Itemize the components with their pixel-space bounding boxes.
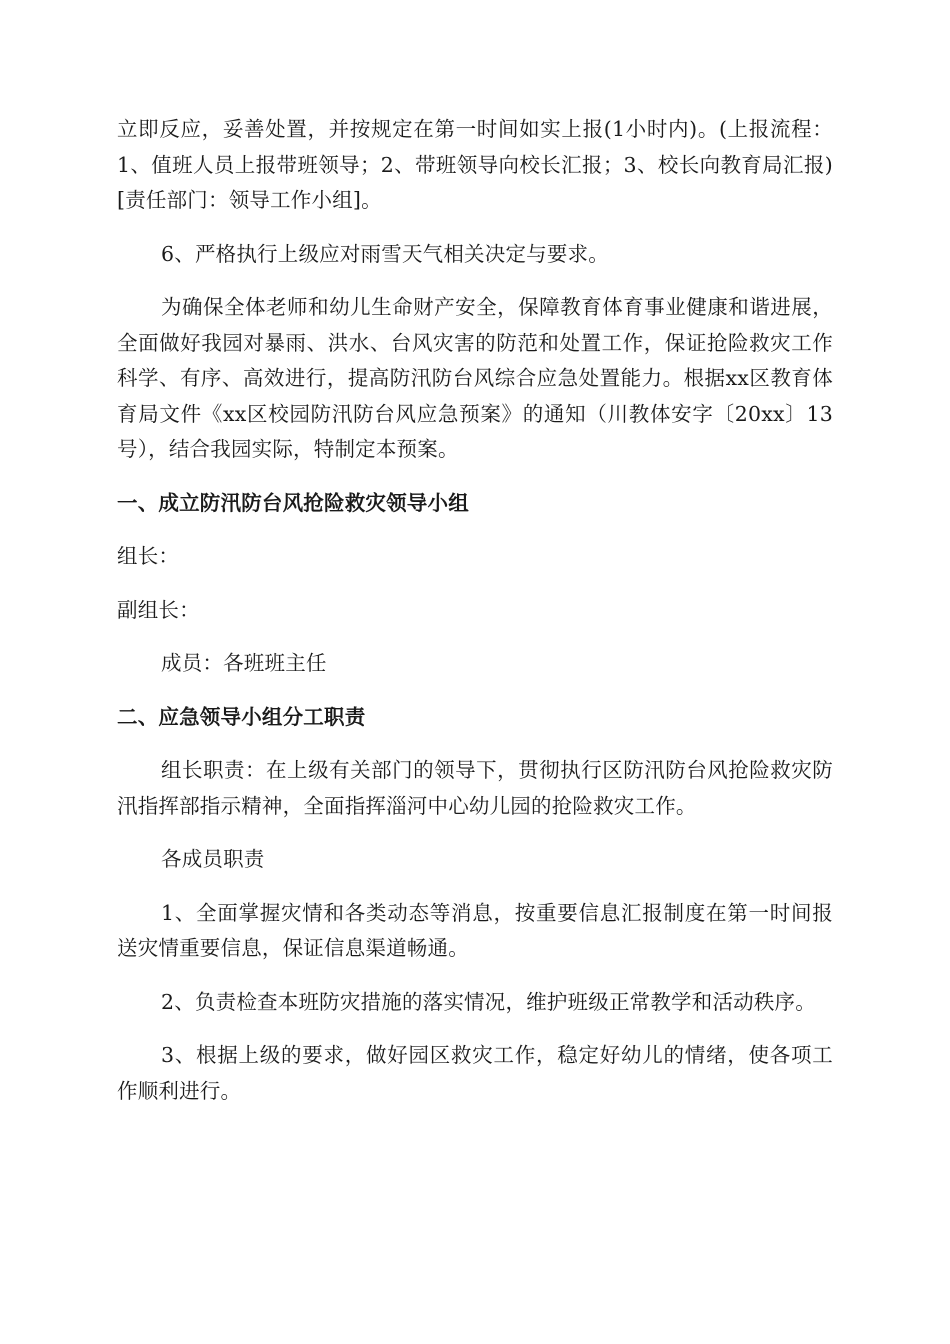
paragraph-member-duties-title: 各成员职责 <box>161 847 265 871</box>
paragraph-item-6: 6、严格执行上级应对雨雪天气相关决定与要求。 <box>161 241 609 266</box>
paragraph-duty-3: 3、根据上级的要求，做好园区救灾工作，稳定好幼儿的情绪，使各项工作顺利进行。 <box>117 1043 833 1103</box>
paragraph-report-procedure: 立即反应，妥善处置，并按规定在第一时间如实上报(1小时内)。(上报流程：1、值班人员上报带班领导；2、带班领导向校长汇报；3、校长向教育局汇报)[责任部门：领导工作小组]。 <box>117 117 833 212</box>
deputy-leader-line: 副组长： <box>117 597 200 622</box>
paragraph-duty-2: 2、负责检查本班防灾措施的落实情况，维护班级正常教学和活动秩序。 <box>161 989 816 1014</box>
document-page <box>117 112 833 1109</box>
group-leader-line: 组长： <box>117 544 180 568</box>
section-heading-1: 一、成立防汛防台风抢险救灾领导小组 <box>117 490 469 515</box>
section-heading-2: 二、应急领导小组分工职责 <box>117 704 366 729</box>
members-line: 成员：各班班主任 <box>161 651 327 675</box>
paragraph-purpose: 为确保全体老师和幼儿生命财产安全，保障教育体育事业健康和谐进展，全面做好我园对暴雨、洪水、台风灾害的防范和处置工作，保证抢险救灾工作科学、有序、高效进行，提高防汛防台风综合应急处置能力。根据xx区教育体育局文件《xx区校园防汛防台风应急预案》的通知（川教体安字〔20xx〕13号），结合我园实际，特制定本预案。 <box>117 295 833 461</box>
paragraph-leader-duties: 组长职责：在上级有关部门的领导下，贯彻执行区防汛防台风抢险救灾防汛指挥部指示精神，全面指挥淄河中心幼儿园的抢险救灾工作。 <box>117 758 833 818</box>
paragraph-duty-1: 1、全面掌握灾情和各类动态等消息，按重要信息汇报制度在第一时间报送灾情重要信息，保证信息渠道畅通。 <box>117 900 833 960</box>
